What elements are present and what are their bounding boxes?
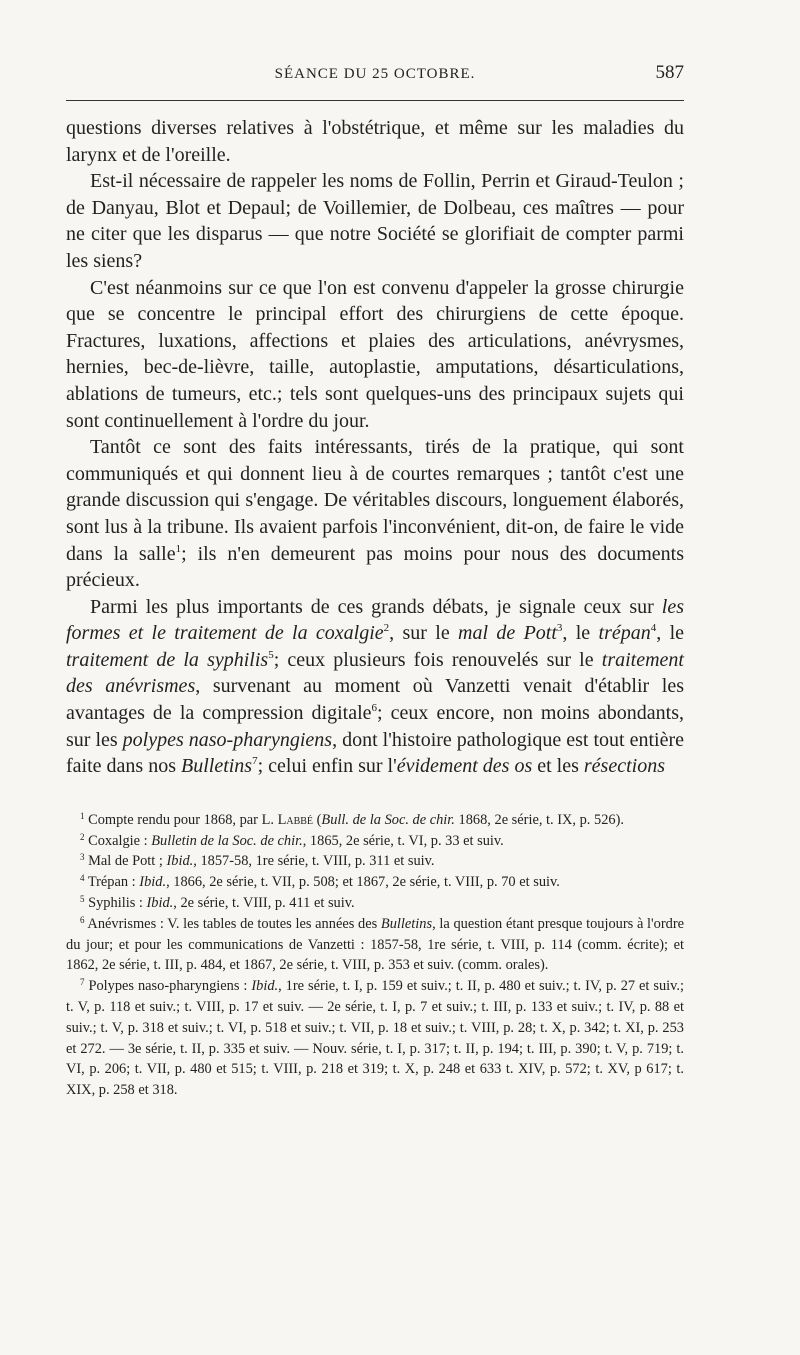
footnote-italic: Ibid. [251, 978, 279, 995]
footnote-text: , 1re série, t. I, p. 159 et suiv.; t. II, p. 480 et suiv.; t. IV, p. 27 et suiv.; t. V, p. 118 et suiv.; t. VIII, p. 17 et suiv. — 2e série, t. I, p. 7 et suiv.; t. III, p. 133 et suiv.; t. IV, p. 88 et suiv.; t. V, p. 318 et suiv.; t. VI, p. 518 et suiv.; t. VII, p. 18 et suiv.; t. VIII, p. 28; t. X, p. 342; t. XI, p. 253 et 272. — 3e série, t. II, p. 335 et suiv. — Nouv. série, t. I, p. 317; t. II, p. 194; t. III, p. 390; t. V, p. 719; t. VI, p. 206; t. VII, p. 480 et 515; t. VIII, p. 218 et 319; t. X, p. 248 et 633 t. XIV, p. 572; t. XV, p 617; t. XIX, p. 258 et 318. [66, 978, 684, 1099]
footnote-5 [66, 893, 684, 914]
footnote-italic: Bull. de la Soc. de chir. [321, 811, 455, 828]
paragraph-4-text-b: ; ils n'en demeurent pas moins pour nous des documents précieux. [66, 542, 685, 592]
footnote-italic: Ibid. [146, 895, 174, 912]
footnote-text: , 1866, 2e série, t. VII, p. 508; et 1867, 2e série, t. VIII, p. 70 et suiv. [166, 874, 560, 891]
footnote-text: Anévrismes : V. les tables de toutes les années des [87, 915, 381, 932]
footnote-text: 1868, 2e série, t. IX, p. 526). [454, 811, 624, 828]
footnote-italic: Bulletin de la Soc. de chir. [151, 832, 303, 849]
footnote-3 [66, 851, 684, 872]
p5-text: Parmi les plus importants de ces grands débats, je signale ceux sur [90, 595, 662, 618]
footnote-ref: 4 [650, 622, 657, 635]
page-number: 587 [655, 62, 684, 83]
footnote-text: , 1865, 2e série, t. VI, p. 33 et suiv. [302, 832, 504, 849]
p5-italic: mal de Pott [458, 622, 557, 645]
footnote-text: Trépan : [87, 874, 140, 891]
paragraph-3: C'est néanmoins sur ce que l'on est convenu d'appeler la grosse chirurgie que se concentre le principal effort des chirurgiens de cette époque. Fractures, luxations, affections et plaies des articulations, anévrysmes, hernies, bec-de-lièvre, taille, autoplastie, amputations, désarticulations, ablations de tumeurs, etc.; tels sont quelques-uns des principaux sujets qui sont continuellement à l'ordre du jour. [66, 276, 684, 432]
footnote-number: 5 [80, 894, 85, 905]
footnote-number: 4 [80, 873, 85, 884]
paragraph-1: questions diverses relatives à l'obstétrique, et même sur les maladies du larynx et de l'oreille. [66, 117, 684, 166]
p5-text: , le [656, 622, 684, 645]
footnote-ref: 7 [252, 755, 258, 768]
footnote-text: Syphilis : [88, 895, 147, 912]
p5-italic: traitement des anévrismes [66, 648, 684, 698]
p5-italic: polypes naso-pharyngiens [122, 728, 333, 751]
p5-italic: résections [583, 755, 665, 778]
p5-italic: Bulletins [180, 755, 253, 778]
main-text [66, 115, 684, 780]
p5-italic: évidement des os [396, 755, 533, 778]
footnote-ref: 1 [175, 542, 182, 555]
paragraph-4 [66, 434, 684, 594]
header-rule [66, 100, 684, 101]
footnote-2 [66, 831, 684, 852]
p5-text: ; ceux encore, non moins abondants, sur les [66, 702, 684, 751]
p5-text: , le [562, 622, 599, 645]
footnote-text: Coxalgie : [88, 832, 152, 849]
footnote-number: 7 [80, 977, 85, 988]
footnote-text: Mal de Pott ; [88, 853, 167, 870]
footnote-number: 2 [80, 831, 85, 842]
p5-text: ; celui enfin sur l' [257, 755, 397, 778]
p5-text: ; ceux plusieurs fois renouvelés sur le [273, 648, 602, 671]
p5-italic: trépan [598, 622, 651, 645]
footnote-6 [66, 914, 684, 976]
paragraph-4-text-a: Tantôt ce sont des faits intéressants, tirés de la pratique, qui sont communiqués et qui donnent lieu à de courtes remarques ; tantôt c'est une grande discussion qui s'engage. De véritables discours, longuement élaborés, sont lus à la tribune. Ils avaient parfois l'inconvénient, dit-on, de faire le vide dans la salle [66, 436, 684, 565]
footnote-ref: 3 [556, 622, 563, 635]
footnote-text: , 2e série, t. VIII, p. 411 et suiv. [173, 895, 355, 912]
footnote-4 [66, 872, 684, 893]
footnote-text: , 1857-58, 1re série, t. VIII, p. 311 et suiv. [193, 853, 435, 870]
p5-text: , dont l'histoire pathologique est tout entière faite dans nos [66, 728, 684, 778]
footnote-text: ( [313, 811, 322, 828]
footnote-number: 1 [80, 810, 85, 821]
footnote-number: 3 [80, 852, 85, 863]
paragraph-2: Est-il nécessaire de rappeler les noms de Follin, Perrin et Giraud-Teulon ; de Danyau, Blot et Depaul; de Voillemier, de Dolbeau, ces maîtres — pour ne citer que les disparus — que notre Société se glorifiait de compter parmi les siens? [66, 170, 684, 272]
book-page [66, 58, 684, 1101]
footnote-1 [66, 810, 684, 831]
footnote-ref: 5 [268, 648, 274, 661]
footnote-ref: 6 [371, 702, 378, 715]
p5-italic: les formes et le traitement de la coxalgie [66, 595, 684, 645]
footnote-text: , la question étant presque toujours à l'ordre du jour; et pour les communications de Vanzetti : 1857-58, 1re série, t. VIII, p. 114 (comm. écrite); et 1862, 2e série, t. III, p. 484, et 1867, 2e série, t. VIII, p. 353 et suiv. (comm. orales). [66, 915, 685, 974]
footnote-text: Polypes naso-pharyngiens : [88, 978, 252, 995]
paragraph-5 [66, 594, 684, 780]
footnote-ref: 2 [383, 622, 390, 635]
page-header [66, 58, 684, 88]
footnote-italic: Bulletins [380, 915, 433, 932]
footnote-text: Compte rendu pour 1868, par L. [88, 811, 278, 828]
p5-text: et les [532, 755, 584, 778]
footnote-italic: Ibid. [139, 874, 167, 891]
p5-italic: traitement de la syphilis [66, 648, 269, 671]
p5-text: , survenant au moment où Vanzetti venait d'établir les avantages de la compression digitale [66, 675, 685, 725]
footnotes [66, 810, 684, 1101]
p5-text: , sur le [389, 622, 459, 645]
footnote-italic: Ibid. [166, 853, 194, 870]
footnote-author: Labbé [277, 811, 314, 828]
running-head: SÉANCE DU 25 OCTOBRE. [274, 66, 476, 82]
footnote-7 [66, 976, 684, 1101]
footnote-number: 6 [80, 914, 85, 925]
